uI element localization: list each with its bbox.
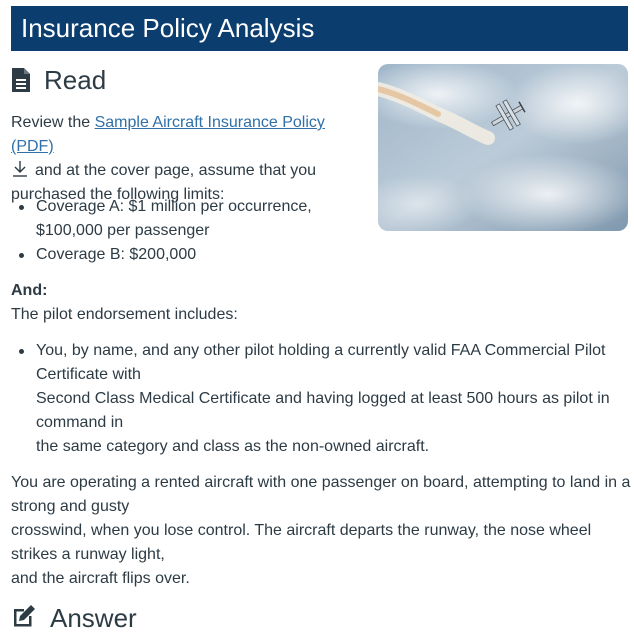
limit-line: Coverage B: $200,000	[36, 246, 197, 263]
limit-line: $100,000 per passenger	[36, 222, 210, 239]
limits-list	[11, 195, 361, 267]
scenario-paragraph	[11, 471, 631, 591]
bullet-dot	[19, 349, 24, 354]
bullet-dot	[19, 205, 24, 210]
read-intro	[11, 111, 371, 207]
list-item	[11, 195, 361, 243]
edit-icon	[11, 603, 37, 634]
intro-text: Review the	[11, 114, 95, 131]
page-title: Insurance Policy Analysis	[21, 13, 315, 43]
page-banner	[11, 6, 628, 51]
sample-policy-link[interactable]: Sample Aircraft Insurance Policy (PDF)	[11, 114, 325, 155]
download-icon[interactable]	[11, 160, 29, 178]
intro-line-3: purchased the following limits:	[11, 186, 225, 203]
answer-heading-label: Answer	[50, 602, 137, 633]
endorsement-line: You, by name, and any other pilot holding a currently valid FAA Commercial Pilot	[36, 342, 606, 359]
limit-line: Coverage A: $1 million per occurrence,	[36, 198, 312, 215]
endorsement-line: the same category and class as the non-owned aircraft.	[36, 438, 430, 455]
intro-line-2: and at the cover page, assume that you	[35, 162, 317, 179]
scenario-line: You are operating a rented aircraft with one passenger on board, attempting to land in a	[11, 474, 631, 491]
list-item	[11, 243, 361, 267]
list-item	[11, 339, 626, 459]
answer-heading	[11, 602, 137, 634]
endorsement-line: Certificate with	[36, 366, 141, 383]
scenario-line: crosswind, when you lose control. The aircraft departs the runway, the nose wheel	[11, 522, 592, 539]
pilot-endorsement-list	[11, 339, 626, 459]
scenario-line: strong and gusty	[11, 498, 130, 515]
read-heading-label: Read	[44, 64, 107, 95]
endorsement-line: Second Class Medical Certificate and having logged at least 500 hours as pilot in	[36, 390, 610, 407]
pilot-intro: The pilot endorsement includes:	[11, 306, 238, 323]
bullet-dot	[19, 253, 24, 258]
document-icon	[11, 67, 31, 93]
scenario-line: strikes a runway light,	[11, 546, 165, 563]
scenario-line: and the aircraft flips over.	[11, 570, 190, 587]
read-heading	[11, 64, 106, 96]
endorsement-line: command in	[36, 414, 124, 431]
and-label: And:	[11, 282, 48, 299]
biplane-photo	[378, 64, 628, 231]
